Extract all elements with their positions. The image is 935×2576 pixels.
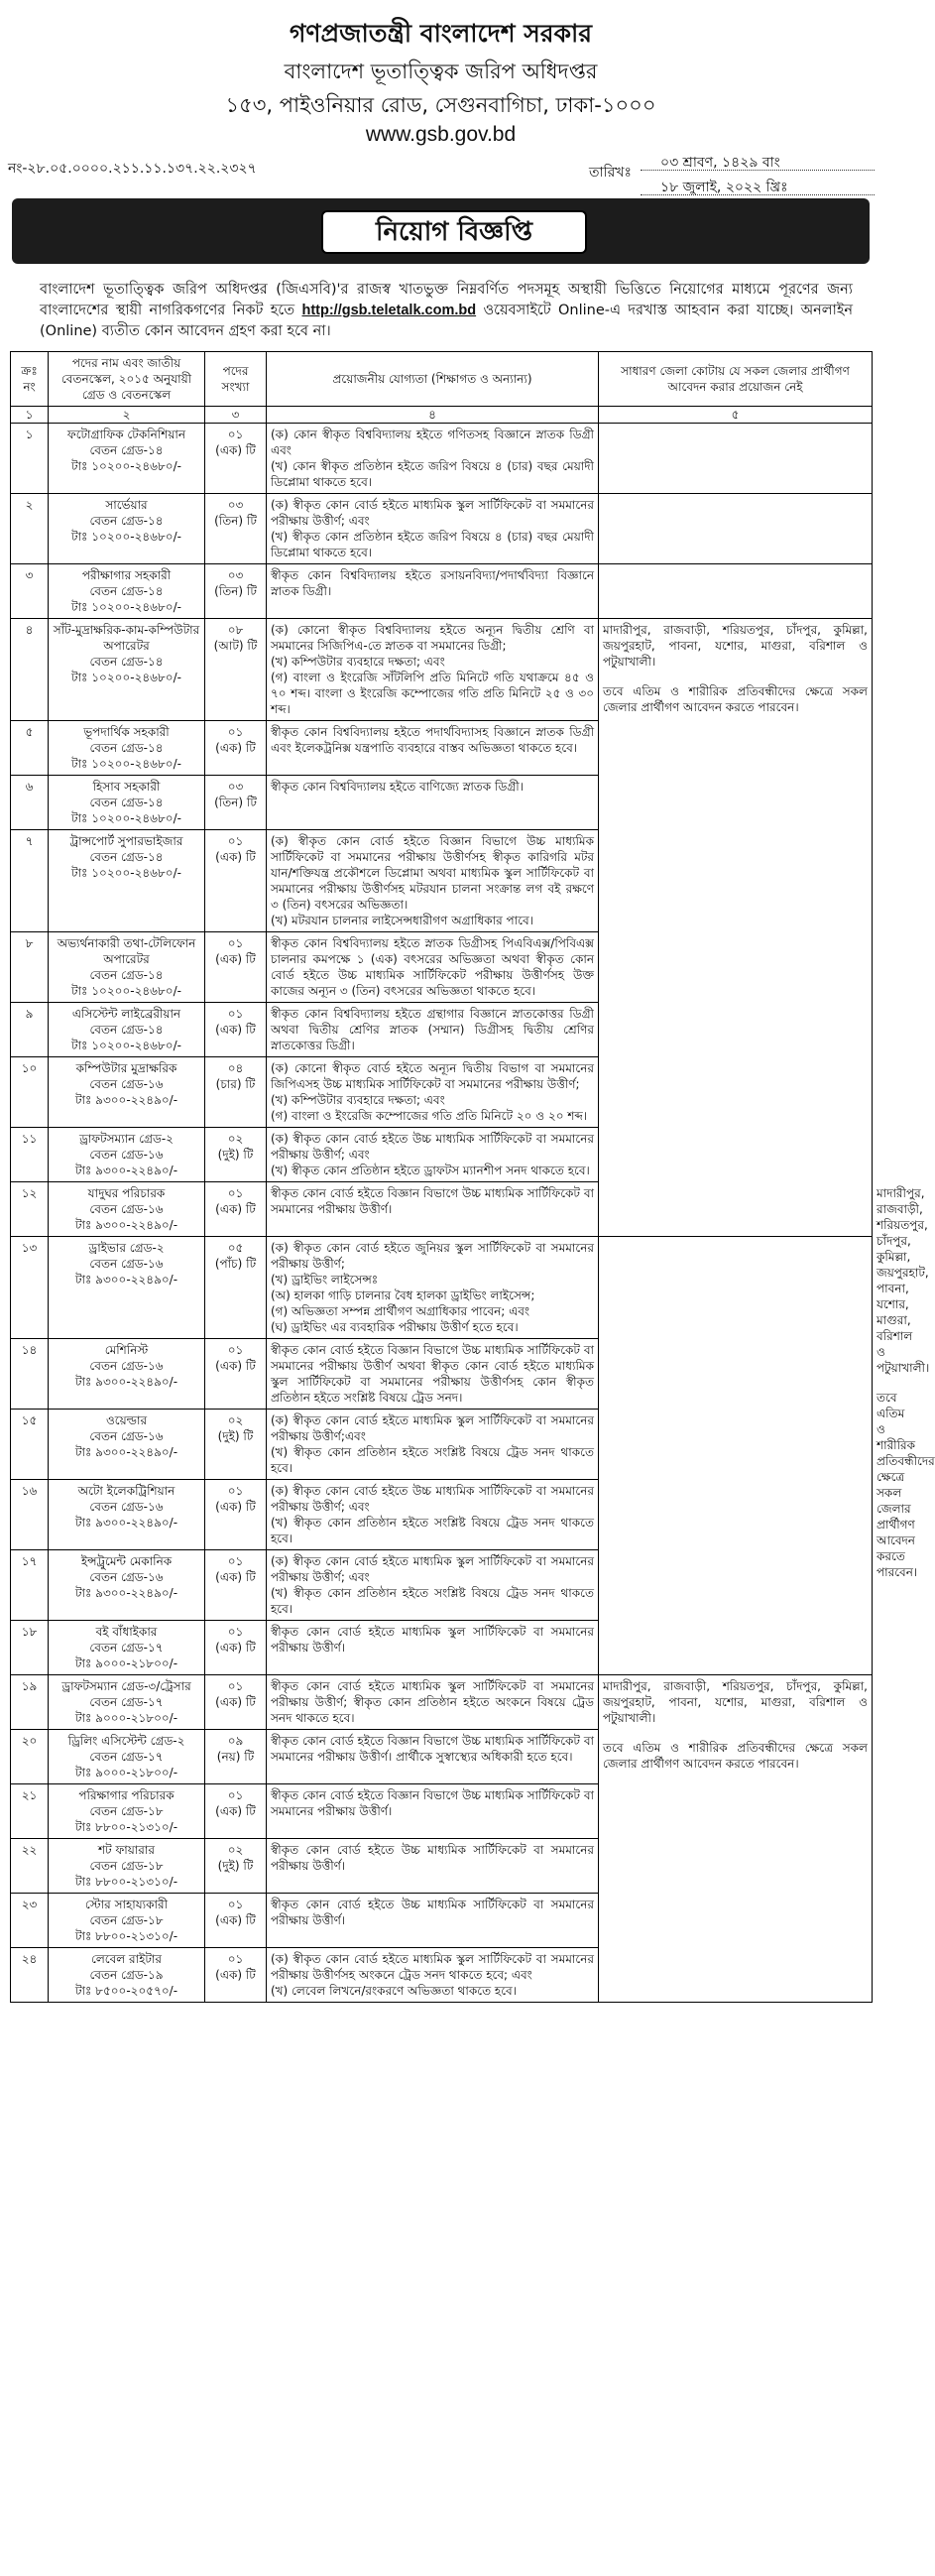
application-url[interactable]: http://gsb.teletalk.com.bd <box>301 303 477 318</box>
pay-grade: বেতন গ্রেড-১৮ <box>89 1913 164 1927</box>
post-count-cell <box>205 1948 267 2003</box>
post-count-cell <box>205 830 267 932</box>
post-cell <box>49 1675 205 1730</box>
district-quota-empty <box>599 564 873 619</box>
pay-grade: বেতন গ্রেড-১৬ <box>89 1500 164 1514</box>
exception-note: তবে এতিম ও শারীরিক প্রতিবন্ধীদের ক্ষেত্রে সকল জেলার প্রার্থীগণ আবেদন করতে পারবেন। <box>603 684 868 714</box>
office-address: ১৫৩, পাইওনিয়ার রোড, সেগুনবাগিচা, ঢাকা-১০০০ <box>225 93 656 117</box>
table-row <box>11 1410 873 1480</box>
post-count: ০১ <box>227 1898 244 1911</box>
post-count: ০১ <box>227 1343 244 1357</box>
pay-scale: টাঃ ৯৩০০-২২৪৯০/- <box>74 1586 178 1600</box>
date-underline <box>641 194 875 195</box>
post-cell <box>49 1550 205 1621</box>
post-count-cell <box>205 776 267 830</box>
post-name: স্টোর সাহায্যকারী <box>84 1898 169 1911</box>
post-count-words: (এক) টি <box>215 1359 256 1373</box>
date-label: তারিখঃ <box>589 165 632 181</box>
intro-text-1: বাংলাদেশ ভূতাত্ত্বিক জরিপ অধিদপ্তর (জিএসবি)'র রাজস্ব খাতভুক্ত নিম্নবর্ণিত পদসমূহ অস্থায়ী ভিত্তিতে নিয়োগের মাধ্যমে পূরণের জন্য বাংলাদেশের স্থায়ী নাগরিকগণের নিকট হতে <box>40 282 853 318</box>
qualification: স্বীকৃত কোন বোর্ড হইতে মাধ্যমিক স্কুল সার্টিফিকেট বা সমমানের পরীক্ষায় উত্তীর্ণ; স্বীকৃত কোন প্রতিষ্ঠান হইতে অংকনে বিষয়ে ট্রেড সনদ থাকতে হবে। <box>267 1675 599 1730</box>
column-number: ১ <box>11 407 49 424</box>
qualification: (ক) কোনো স্বীকৃত বোর্ড হইতে অন্যূন দ্বিতীয় বিভাগ বা সমমানের জিপিএসহ উচ্চ মাধ্যমিক সার্টিফিকেট বা সমমানের পরীক্ষায় উত্তীর্ণ; (খ) কম্পিউটার ব্যবহারে দক্ষতা; এবং (গ) বাংলা ও ইংরেজি কম্পোজের গতি প্রতি মিনিটে ২০ ও ২০ শব্দ। <box>267 1057 599 1128</box>
post-count: ০১ <box>227 1554 244 1568</box>
pay-scale: টাঃ ৯৩০০-২২৪৯০/- <box>74 1164 178 1177</box>
post-cell <box>49 1128 205 1182</box>
website-link[interactable]: www.gsb.gov.bd <box>365 123 517 146</box>
post-count-cell <box>205 721 267 776</box>
post-count-words: (পাঁচ) টি <box>214 1257 257 1271</box>
pay-scale: টাঃ ১০২০০-২৪৬৮০/- <box>71 1039 181 1052</box>
table-row <box>11 1621 873 1675</box>
serial-number: ৬ <box>11 776 49 830</box>
post-cell <box>49 932 205 1003</box>
pay-scale: টাঃ ৮৫০০-২০৫৭০/- <box>74 1984 178 1998</box>
post-cell <box>49 830 205 932</box>
post-name: ভূপদার্থিক সহকারী <box>83 725 170 739</box>
column-number-row <box>11 407 873 424</box>
post-count-words: (নয়) টি <box>216 1750 255 1764</box>
serial-number: ১১ <box>11 1128 49 1182</box>
post-count-cell <box>205 424 267 494</box>
post-cell <box>49 1237 205 1339</box>
table-row <box>11 619 873 721</box>
qualification: স্বীকৃত কোন বোর্ড হইতে উচ্চ মাধ্যমিক সার্টিফিকেট বা সমমানের পরীক্ষায় উত্তীর্ণ। <box>267 1894 599 1948</box>
district-quota-note <box>599 1675 873 2003</box>
post-name: লেবেল রাইটার <box>90 1952 162 1966</box>
post-count-words: (এক) টি <box>215 741 256 755</box>
qualification: (ক) স্বীকৃত কোন বোর্ড হইতে উচ্চ মাধ্যমিক সার্টিফিকেট বা সমমানের পরীক্ষায় উত্তীর্ণ; এবং (খ) স্বীকৃত কোন প্রতিষ্ঠান হইতে ড্রাফটস ম্যানশীপ সনদ থাকতে হবে। <box>267 1128 599 1182</box>
post-count-cell <box>205 1730 267 1784</box>
post-count: ০৩ <box>227 780 244 794</box>
qualification: স্বীকৃত কোন বোর্ড হইতে বিজ্ঞান বিভাগে উচ্চ মাধ্যমিক সার্টিফিকেট বা সমমানের পরীক্ষায় উত্তীর্ণ। প্রার্থীকে সুস্বাস্থ্যের অধিকারী হতে হবে। <box>267 1730 599 1784</box>
pay-scale: টাঃ ১০২০০-২৪৬৮০/- <box>71 811 181 825</box>
post-name: ড্রিলিং এসিস্টেন্ট গ্রেড-২ <box>67 1734 185 1748</box>
post-name: মেশিনিস্ট <box>104 1343 149 1357</box>
post-count: ০১ <box>227 1007 244 1021</box>
post-count: ০২ <box>227 1413 244 1427</box>
post-count-cell <box>205 1621 267 1675</box>
serial-number: ১৪ <box>11 1339 49 1410</box>
table-header-row <box>11 352 873 407</box>
post-count-cell <box>205 1839 267 1894</box>
table-row <box>11 1550 873 1621</box>
qualification: (ক) স্বীকৃত কোন বোর্ড হইতে জুনিয়র স্কুল সার্টিফিকেট বা সমমানের পরীক্ষায় উত্তীর্ণ; (খ) ড্রাইভিং লাইসেন্সঃ (অ) হালকা গাড়ি চালনার বৈধ হালকা ড্রাইভিং লাইসেন্স; (গ) অভিজ্ঞতা সম্পন্ন প্রার্থীগণ অগ্রাধিকার পাবেন; এবং (ঘ) ড্রাইভিং এর ব্যবহারিক পরীক্ষায় উত্তীর্ণ হতে হবে। <box>267 1237 599 1339</box>
post-name: সাঁট-মুদ্রাক্ষরিক-কাম-কম্পিউটার অপারেটর <box>53 623 200 653</box>
serial-number: ৫ <box>11 721 49 776</box>
pay-scale: টাঃ ১০২০০-২৪৬৮০/- <box>71 671 181 684</box>
header-sl: ক্রঃ নং <box>11 352 49 407</box>
post-count: ০২ <box>227 1843 244 1857</box>
post-name: ড্রাইভার গ্রেড-২ <box>88 1241 165 1255</box>
post-name: কম্পিউটার মুদ্রাক্ষরিক <box>75 1061 177 1075</box>
post-count-cell <box>205 1182 267 1237</box>
post-count: ০১ <box>227 1952 244 1966</box>
serial-number: ২ <box>11 494 49 564</box>
post-count-words: (এক) টি <box>215 952 256 966</box>
table-row: ১২ যাদুঘর পরিচারক বেতন গ্রেড-১৬ টাঃ ৯৩০০-২২৪৯০/- ০১ (এক) টি স্বীকৃত কোন বোর্ড হইতে বিজ্ঞান বিভাগে উচ্চ মাধ্যমিক সার্টিফিকেট বা সমমানের পরীক্ষায় উত্তীর্ণ। মাদারীপুর, রাজবাড়ী, শরিয়তপুর, চাঁদপুর, কুমিল্লা, জয়পুরহাট, পাবনা, যশোর, মাগুরা, বরিশাল ও পটুয়াখালী। তবে এতিম ও শারীরিক প্রতিবন্ধীদের ক্ষেত্রে সকল জেলার প্রার্থীগণ আবেদন করতে পারবেন। <box>11 1182 873 1237</box>
post-count: ০৪ <box>227 1061 244 1075</box>
pay-grade: বেতন গ্রেড-১৮ <box>89 1859 164 1873</box>
qualification: স্বীকৃত কোন বিশ্ববিদ্যালয় হইতে রসায়নবিদ্যা/পদার্থবিদ্যা বিজ্ঞানে স্নাতক ডিগ্রী। <box>267 564 599 619</box>
pay-scale: টাঃ ১০২০০-২৪৬৮০/- <box>71 866 181 880</box>
pay-scale: টাঃ ৮৮০০-২১৩১০/- <box>74 1875 178 1889</box>
post-name: শট ফায়ারার <box>98 1843 155 1857</box>
post-name: ফটোগ্রাফিক টেকনিশিয়ান <box>66 428 186 441</box>
district-quota-empty <box>599 424 873 494</box>
post-count-cell <box>205 1057 267 1128</box>
table-row <box>11 494 873 564</box>
notice-banner <box>12 198 870 264</box>
post-cell <box>49 721 205 776</box>
post-count-words: (এক) টি <box>215 1913 256 1927</box>
post-cell <box>49 1339 205 1410</box>
pay-scale: টাঃ ১০২০০-২৪৬৮০/- <box>71 530 181 544</box>
post-name: ওয়েল্ডার <box>105 1413 148 1427</box>
post-count-words: (এক) টি <box>215 1968 256 1982</box>
post-name: বই বাঁধাইকার <box>95 1625 158 1639</box>
pay-scale: টাঃ ১০২০০-২৪৬৮০/- <box>71 984 181 998</box>
pay-scale: টাঃ ৯৩০০-২২৪৯০/- <box>74 1093 178 1107</box>
post-cell <box>49 776 205 830</box>
header-district: সাধারণ জেলা কোটায় যে সকল জেলার প্রার্থীগণ আবেদন করার প্রয়োজন নেই <box>599 352 873 407</box>
district-quota-note <box>599 619 873 1237</box>
pay-scale: টাঃ ৯৩০০-২২৪৯০/- <box>74 1445 178 1459</box>
serial-number: ১৭ <box>11 1550 49 1621</box>
serial-number: ৭ <box>11 830 49 932</box>
serial-number: ৩ <box>11 564 49 619</box>
exception-note: তবে এতিম ও শারীরিক প্রতিবন্ধীদের ক্ষেত্রে সকল জেলার প্রার্থীগণ আবেদন করতে পারবেন। <box>603 1741 868 1771</box>
post-count-words: (এক) টি <box>215 1570 256 1584</box>
post-name: হিসাব সহকারী <box>92 780 161 794</box>
serial-number: ৯ <box>11 1003 49 1057</box>
post-count-words: (দুই) টি <box>217 1429 254 1443</box>
qualification: স্বীকৃত কোন বোর্ড হইতে উচ্চ মাধ্যমিক সার্টিফিকেট বা সমমানের পরীক্ষায় উত্তীর্ণ। <box>267 1839 599 1894</box>
post-count: ০১ <box>227 1186 244 1200</box>
post-count-cell <box>205 1784 267 1839</box>
post-count-words: (তিন) টি <box>214 584 257 598</box>
post-count-words: (এক) টি <box>215 1202 256 1216</box>
serial-number: ১০ <box>11 1057 49 1128</box>
district-quota-empty <box>599 494 873 564</box>
pay-grade: বেতন গ্রেড-১৮ <box>89 1804 164 1818</box>
qualification: স্বীকৃত কোন বিশ্ববিদ্যালয় হইতে বাণিজ্যে স্নাতক ডিগ্রী। <box>267 776 599 830</box>
post-count: ০৯ <box>227 1734 244 1748</box>
serial-number: ২০ <box>11 1730 49 1784</box>
post-count: ০২ <box>227 1132 244 1146</box>
pay-scale: টাঃ ৯৩০০-২২৪৯০/- <box>74 1273 178 1287</box>
serial-number: ২৩ <box>11 1894 49 1948</box>
post-name: সার্ভেয়ার <box>105 498 148 512</box>
serial-number: ৮ <box>11 932 49 1003</box>
memo-number: নং-২৮.০৫.০০০০.২১১.১১.১৩৭.২২.২৩২৭ <box>8 161 257 177</box>
pay-grade: বেতন গ্রেড-১৪ <box>89 968 164 982</box>
serial-number: ১৩ <box>11 1237 49 1339</box>
post-cell <box>49 1621 205 1675</box>
table-row <box>11 424 873 494</box>
government-name: গণপ্রজাতন্ত্রী বাংলাদেশ সরকার <box>290 19 592 48</box>
post-cell <box>49 1410 205 1480</box>
post-cell <box>49 564 205 619</box>
column-number: ৫ <box>599 407 873 424</box>
serial-number: ১৬ <box>11 1480 49 1550</box>
pay-scale: টাঃ ৮৮০০-২১৩১০/- <box>74 1820 178 1834</box>
post-cell <box>49 1784 205 1839</box>
post-count-cell <box>205 1410 267 1480</box>
pay-scale: টাঃ ১০২০০-২৪৬৮০/- <box>71 600 181 614</box>
pay-scale: টাঃ ৯৩০০-২২৪৯০/- <box>74 1375 178 1389</box>
qualification: (ক) স্বীকৃত কোন বোর্ড হইতে মাধ্যমিক স্কুল সার্টিফিকেট বা সমমানের পরীক্ষায় উত্তীর্ণসহ অংকনে ট্রেড সনদ থাকতে হবে; এবং (খ) লেবেল লিখনে/রংকরণে অভিজ্ঞতা থাকতে হবে। <box>267 1948 599 2003</box>
qualification: স্বীকৃত কোন বোর্ড হইতে বিজ্ঞান বিভাগে উচ্চ মাধ্যমিক সার্টিফিকেট বা সমমানের পরীক্ষায় উত্তীর্ণ। <box>267 1182 599 1237</box>
serial-number: ১৯ <box>11 1675 49 1730</box>
pay-grade: বেতন গ্রেড-১৬ <box>89 1077 164 1091</box>
post-count: ০১ <box>227 1788 244 1802</box>
post-count-cell <box>205 932 267 1003</box>
post-cell <box>49 494 205 564</box>
intro-paragraph <box>40 280 853 342</box>
post-count-words: (এক) টি <box>215 850 256 864</box>
post-count-words: (তিন) টি <box>214 796 257 809</box>
qualification: স্বীকৃত কোন বোর্ড হইতে বিজ্ঞান বিভাগে উচ্চ মাধ্যমিক সার্টিফিকেট বা সমমানের পরীক্ষায় উত্তীর্ণ। <box>267 1784 599 1839</box>
pay-grade: বেতন গ্রেড-১৪ <box>89 850 164 864</box>
header-qualification: প্রয়োজনীয় যোগ্যতা (শিক্ষাগত ও অন্যান্য) <box>267 352 599 407</box>
pay-grade: বেতন গ্রেড-১৬ <box>89 1148 164 1162</box>
post-name: এসিস্টেন্ট লাইব্রেরীয়ান <box>71 1007 181 1021</box>
department-name: বাংলাদেশ ভূতাত্ত্বিক জরিপ অধিদপ্তর <box>284 60 598 83</box>
serial-number: ২৪ <box>11 1948 49 2003</box>
qualification: (ক) স্বীকৃত কোন বোর্ড হইতে উচ্চ মাধ্যমিক সার্টিফিকেট বা সমমানের পরীক্ষায় উত্তীর্ণ; এবং (খ) স্বীকৃত কোন প্রতিষ্ঠান হইতে সংশ্লিষ্ট বিষয়ে ট্রেড সনদ থাকতে হবে। <box>267 1480 599 1550</box>
post-name: পরিক্ষাগার পরিচারক <box>78 1788 175 1802</box>
pay-scale: টাঃ ৯০০০-২১৮০০/- <box>74 1656 178 1670</box>
post-name: অভ্যর্থনাকারী তথা-টেলিফোন অপারেটর <box>57 936 196 966</box>
qualification: (ক) কোনো স্বীকৃত বিশ্ববিদ্যালয় হইতে অন্যূন দ্বিতীয় শ্রেণি বা সমমানের সিজিপিএ-তে স্নাতক বা সমমানের ডিগ্রী; (খ) কম্পিউটার ব্যবহারে দক্ষতা; এবং (গ) বাংলা ও ইংরেজি সাঁটলিপি প্রতি মিনিটে গতি যথাক্রমে ৪৫ ও ৭০ শব্দ। বাংলা ও ইংরেজি কম্পোজের গতি প্রতি মিনিটে ২৫ ও ৩০ শব্দ। <box>267 619 599 721</box>
post-count-words: (এক) টি <box>215 1023 256 1037</box>
post-count-cell <box>205 619 267 721</box>
header-count: পদের সংখ্যা <box>205 352 267 407</box>
post-count: ০১ <box>227 936 244 950</box>
post-count-cell <box>205 564 267 619</box>
post-count-cell <box>205 1003 267 1057</box>
post-count-cell <box>205 1339 267 1410</box>
pay-scale: টাঃ ৯০০০-২১৮০০/- <box>74 1766 178 1779</box>
pay-scale: টাঃ ৯৩০০-২২৪৯০/- <box>74 1218 178 1232</box>
column-number: ২ <box>49 407 205 424</box>
post-count: ০৩ <box>227 568 244 582</box>
post-name: ট্রান্সপোর্ট সুপারভাইজার <box>69 834 183 848</box>
post-cell <box>49 1948 205 2003</box>
serial-number: ৪ <box>11 619 49 721</box>
pay-grade: বেতন গ্রেড-১৭ <box>89 1695 164 1709</box>
post-count-cell <box>205 1894 267 1948</box>
qualification: (ক) স্বীকৃত কোন বোর্ড হইতে মাধ্যমিক স্কুল সার্টিফিকেট বা সমমানের পরীক্ষায় উত্তীর্ণ; এবং (খ) স্বীকৃত কোন প্রতিষ্ঠান হইতে জরিপ বিষয়ে ৪ (চার) বছর মেয়াদী ডিপ্লোমা থাকতে হবে। <box>267 494 599 564</box>
qualification: (ক) স্বীকৃত কোন বোর্ড হইতে বিজ্ঞান বিভাগে উচ্চ মাধ্যমিক সার্টিফিকেট বা সমমানের পরীক্ষায় উত্তীর্ণসহ স্বীকৃত কারিগরি মটর যান/শক্তিযন্ত্র প্রকৌশলে ডিপ্লোমা অথবা মাধ্যমিক স্কুল সার্টিফিকেট বা সমমানের পরীক্ষায় উত্তীর্ণসহ মটরযান চালনা সংক্রান্ত লগ বই রক্ষণে ৩ (তিন) বৎসরের অভিজ্ঞতা। (খ) মটরযান চালনার লাইসেন্সধারীগণ অগ্রাধিকার পাবে। <box>267 830 599 932</box>
post-cell <box>49 1730 205 1784</box>
post-count-words: (এক) টি <box>215 1804 256 1818</box>
post-count-words: (তিন) টি <box>214 514 257 528</box>
table-row <box>11 1480 873 1550</box>
post-count-words: (চার) টি <box>215 1077 256 1091</box>
post-cell <box>49 619 205 721</box>
post-cell <box>49 1057 205 1128</box>
qualification: স্বীকৃত কোন বিশ্ববিদ্যালয় হইতে পদার্থবিদ্যাসহ বিজ্ঞানে স্নাতক ডিগ্রী এবং ইলেকট্রনিক্স যন্ত্রপাতি ব্যবহারে বাস্তব অভিজ্ঞতা থাকতে হবে। <box>267 721 599 776</box>
pay-grade: বেতন গ্রেড-১৪ <box>89 443 164 457</box>
serial-number: ১ <box>11 424 49 494</box>
serial-number: ১৮ <box>11 1621 49 1675</box>
pay-scale: টাঃ ১০২০০-২৪৬৮০/- <box>71 757 181 771</box>
qualification: স্বীকৃত কোন বিশ্ববিদ্যালয় হইতে গ্রন্থাগার বিজ্ঞানে স্নাতকোত্তর ডিগ্রী অথবা দ্বিতীয় শ্রেণির স্নাতক (সম্মান) ডিগ্রীসহ দ্বিতীয় শ্রেণির স্নাতকোত্তর ডিগ্রী। <box>267 1003 599 1057</box>
pay-grade: বেতন গ্রেড-১৭ <box>89 1641 164 1655</box>
pay-grade: বেতন গ্রেড-১৪ <box>89 796 164 809</box>
post-count-words: (এক) টি <box>215 1695 256 1709</box>
pay-grade: বেতন গ্রেড-১৭ <box>89 1750 164 1764</box>
post-count: ০১ <box>227 1679 244 1693</box>
post-name: ড্রাফটসম্যান গ্রেড-৩/ট্রেসার <box>61 1679 191 1693</box>
post-count: ০১ <box>227 725 244 739</box>
qualification: (ক) স্বীকৃত কোন বোর্ড হইতে মাধ্যমিক স্কুল সার্টিফিকেট বা সমমানের পরীক্ষায় উত্তীর্ণ; এবং (খ) স্বীকৃত কোন প্রতিষ্ঠান হইতে সংশ্লিষ্ট বিষয়ে ট্রেড সনদ থাকতে হবে। <box>267 1550 599 1621</box>
serial-number: ১২ <box>11 1182 49 1237</box>
post-count-cell <box>205 1550 267 1621</box>
post-count: ০১ <box>227 1625 244 1639</box>
serial-number: ১৫ <box>11 1410 49 1480</box>
excluded-districts: মাদারীপুর, রাজবাড়ী, শরিয়তপুর, চাঁদপুর, কুমিল্লা, জয়পুরহাট, পাবনা, যশোর, মাগুরা, বরিশাল ও পটুয়াখালী। <box>603 623 868 669</box>
pay-scale: টাঃ ৮৮০০-২১৩১০/- <box>74 1929 178 1943</box>
post-count-words: (দুই) টি <box>217 1859 254 1873</box>
post-cell <box>49 1003 205 1057</box>
post-count: ০১ <box>227 834 244 848</box>
serial-number: ২২ <box>11 1839 49 1894</box>
post-count: ০৮ <box>227 623 244 637</box>
post-count: ০৫ <box>227 1241 244 1255</box>
pay-grade: বেতন গ্রেড-১৬ <box>89 1570 164 1584</box>
date-divider <box>641 170 875 171</box>
excluded-districts: মাদারীপুর, রাজবাড়ী, শরিয়তপুর, চাঁদপুর, কুমিল্লা, জয়পুরহাট, পাবনা, যশোর, মাগুরা, বরিশাল ও পটুয়াখালী। <box>603 1679 868 1725</box>
pay-grade: বেতন গ্রেড-১৪ <box>89 1023 164 1037</box>
pay-grade: বেতন গ্রেড-১৯ <box>89 1968 164 1982</box>
post-count-words: (আট) টি <box>213 639 258 653</box>
pay-grade: বেতন গ্রেড-১৬ <box>89 1429 164 1443</box>
table-row <box>11 1339 873 1410</box>
post-count-cell <box>205 1128 267 1182</box>
pay-grade: বেতন গ্রেড-১৪ <box>89 584 164 598</box>
post-count-words: (দুই) টি <box>217 1148 254 1162</box>
post-count-cell <box>205 494 267 564</box>
vacancy-table <box>10 351 935 2003</box>
post-count-cell <box>205 1480 267 1550</box>
pay-grade: বেতন গ্রেড-১৬ <box>89 1257 164 1271</box>
post-count-cell <box>205 1675 267 1730</box>
post-name: যাদুঘর পরিচারক <box>87 1186 166 1200</box>
post-count: ০১ <box>227 428 244 441</box>
pay-grade: বেতন গ্রেড-১৬ <box>89 1359 164 1373</box>
notice-title: নিয়োগ বিজ্ঞপ্তি <box>321 210 587 254</box>
post-cell <box>49 1839 205 1894</box>
post-count-words: (এক) টি <box>215 1641 256 1655</box>
post-cell <box>49 1480 205 1550</box>
post-cell <box>49 1182 205 1237</box>
post-cell <box>49 1894 205 1948</box>
header-post: পদের নাম এবং জাতীয় বেতনস্কেল, ২০১৫ অনুযায়ী গ্রেড ও বেতনস্কেল <box>49 352 205 407</box>
post-name: পরীক্ষাগার সহকারী <box>81 568 172 582</box>
column-number: ৩ <box>205 407 267 424</box>
post-count-words: (এক) টি <box>215 1500 256 1514</box>
table-row <box>11 564 873 619</box>
date-bangla: ০৩ শ্রাবণ, ১৪২৯ বাং <box>660 155 780 171</box>
post-cell <box>49 424 205 494</box>
pay-grade: বেতন গ্রেড-১৪ <box>89 655 164 669</box>
pay-grade: বেতন গ্রেড-১৪ <box>89 741 164 755</box>
post-name: ইন্সট্রুমেন্ট মেকানিক <box>80 1554 173 1568</box>
date-english: ১৮ জুলাই, ২০২২ খ্রিঃ <box>660 180 788 195</box>
intro-text-2: ওয়েবসাইটে Online-এ দরখাস্ত আহবান করা যাচ্ছে। অনলাইন (Online) ব্যতীত কোন আবেদন গ্রহণ করা হবে না। <box>40 303 854 339</box>
pay-scale: টাঃ ৯০০০-২১৮০০/- <box>74 1711 178 1725</box>
qualification: স্বীকৃত কোন বিশ্ববিদ্যালয় হইতে স্নাতক ডিগ্রীসহ পিএবিএক্স/পিবিএক্স চালনার কমপক্ষে ১ (এক) বৎসরের অভিজ্ঞতা অথবা স্বীকৃত কোন বোর্ড হইতে উচ্চ মাধ্যমিক সার্টিফিকেট পরীক্ষায় উত্তীর্ণসহ উক্ত কাজের অন্যূন ৩ (তিন) বৎসরের অভিজ্ঞতা থাকতে হবে। <box>267 932 599 1003</box>
table-row <box>11 1237 873 1339</box>
qualification: স্বীকৃত কোন বোর্ড হইতে মাধ্যমিক স্কুল সার্টিফিকেট বা সমমানের পরীক্ষায় উত্তীর্ণ। <box>267 1621 599 1675</box>
post-count-words: (এক) টি <box>215 443 256 457</box>
post-count: ০৩ <box>227 498 244 512</box>
post-count-cell <box>205 1237 267 1339</box>
qualification: (ক) স্বীকৃত কোন বোর্ড হইতে মাধ্যমিক স্কুল সার্টিফিকেট বা সমমানের পরীক্ষায় উত্তীর্ণ;এবং (খ) স্বীকৃত কোন প্রতিষ্ঠান হইতে সংশ্লিষ্ট বিষয়ে ট্রেড সনদ থাকতে হবে। <box>267 1410 599 1480</box>
pay-scale: টাঃ ১০২০০-২৪৬৮০/- <box>71 459 181 473</box>
pay-grade: বেতন গ্রেড-১৬ <box>89 1202 164 1216</box>
serial-number: ২১ <box>11 1784 49 1839</box>
qualification: স্বীকৃত কোন বোর্ড হইতে বিজ্ঞান বিভাগে উচ্চ মাধ্যমিক সার্টিফিকেট বা সমমানের পরীক্ষায় উত্তীর্ণ অথবা স্বীকৃত কোন বোর্ড হইতে মাধ্যমিক স্কুল সার্টিফিকেট বা সমমানের পরীক্ষায় উত্তীর্ণসহ কোন স্বীকৃত প্রতিষ্ঠান হইতে সংশ্লিষ্ট বিষয়ে ট্রেড সনদ। <box>267 1339 599 1410</box>
pay-grade: বেতন গ্রেড-১৪ <box>89 514 164 528</box>
pay-scale: টাঃ ৯৩০০-২২৪৯০/- <box>74 1516 178 1530</box>
column-number: ৪ <box>267 407 599 424</box>
post-count: ০১ <box>227 1484 244 1498</box>
post-name: অটো ইলেকট্রিশিয়ান <box>77 1484 175 1498</box>
qualification: (ক) কোন স্বীকৃত বিশ্ববিদ্যালয় হইতে গণিতসহ বিজ্ঞানে স্নাতক ডিগ্রী এবং (খ) কোন স্বীকৃত প্রতিষ্ঠান হইতে জরিপ বিষয়ে ৪ (চার) বছর মেয়াদী ডিপ্লোমা থাকতে হবে। <box>267 424 599 494</box>
post-name: ড্রাফটসম্যান গ্রেড-২ <box>79 1132 174 1146</box>
table-row <box>11 1675 873 1730</box>
